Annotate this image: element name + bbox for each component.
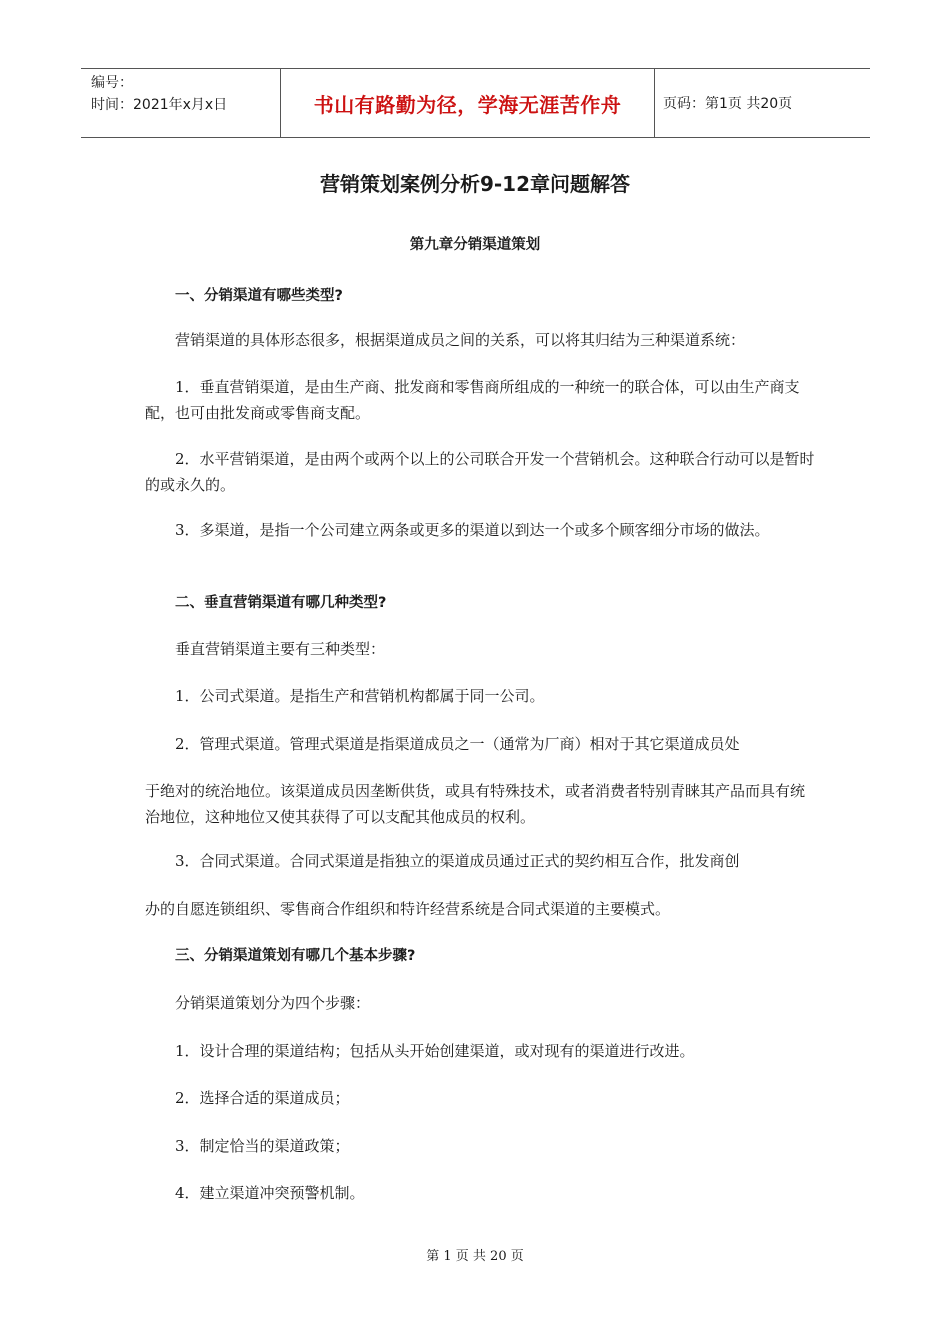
paragraph: 4．建立渠道冲突预警机制。 [175, 1184, 365, 1202]
header-motto: 书山有路勤为径，学海无涯苦作舟 [281, 69, 655, 137]
chapter-heading: 第九章分销渠道策划 [409, 237, 541, 253]
paragraph: 3．合同式渠道。合同式渠道是指独立的渠道成员通过正式的契约相互合作，批发商创 [175, 852, 740, 870]
paragraph: 2．管理式渠道。管理式渠道是指渠道成员之一（通常为厂商）相对于其它渠道成员处 [175, 735, 740, 753]
paragraph: 1．设计合理的渠道结构；包括从头开始创建渠道，或对现有的渠道进行改进。 [175, 1042, 695, 1060]
paragraph: 1．公司式渠道。是指生产和营销机构都属于同一公司。 [175, 687, 545, 705]
page-footer: 第 1 页 共 20 页 [426, 1249, 524, 1264]
paragraph: 营销渠道的具体形态很多，根据渠道成员之间的关系，可以将其归结为三种渠道系统： [175, 331, 746, 349]
document-title: 营销策划案例分析9-12章问题解答 [319, 172, 631, 196]
paragraph: 分销渠道策划分为四个步骤： [175, 994, 371, 1012]
paragraph: 2．选择合适的渠道成员； [175, 1089, 350, 1107]
paragraph: 垂直营销渠道主要有三种类型： [175, 640, 386, 658]
question-heading-1: 一、分销渠道有哪些类型? [175, 288, 343, 304]
header-page-info: 页码：第1页 共20页 [663, 96, 793, 112]
document-time-label: 时间：2021年x月x日 [91, 97, 228, 113]
question-heading-2: 二、垂直营销渠道有哪几种类型? [175, 595, 387, 611]
header-meta [81, 69, 281, 137]
question-heading-3: 三、分销渠道策划有哪几个基本步骤? [175, 948, 416, 964]
paragraph: 1．垂直营销渠道，是由生产商、批发商和零售商所组成的一种统一的联合体，可以由生产商支配，也可由批发商或零售商支配。 [145, 378, 800, 422]
paragraph: 3．多渠道，是指一个公司建立两条或更多的渠道以到达一个或多个顾客细分市场的做法。 [175, 521, 770, 539]
paragraph: 2．水平营销渠道，是由两个或两个以上的公司联合开发一个营销机会。这种联合行动可以是暂时的或永久的。 [145, 450, 815, 494]
document-number-label: 编号： [91, 75, 133, 91]
paragraph: 于绝对的统治地位。该渠道成员因垄断供货，或具有特殊技术，或者消费者特别青睐其产品而具有统治地位，这种地位又使其获得了可以支配其他成员的权利。 [145, 782, 806, 826]
page-header [81, 68, 870, 138]
paragraph: 3．制定恰当的渠道政策； [175, 1137, 350, 1155]
paragraph: 办的自愿连锁组织、零售商合作组织和特许经营系统是合同式渠道的主要模式。 [145, 900, 671, 918]
